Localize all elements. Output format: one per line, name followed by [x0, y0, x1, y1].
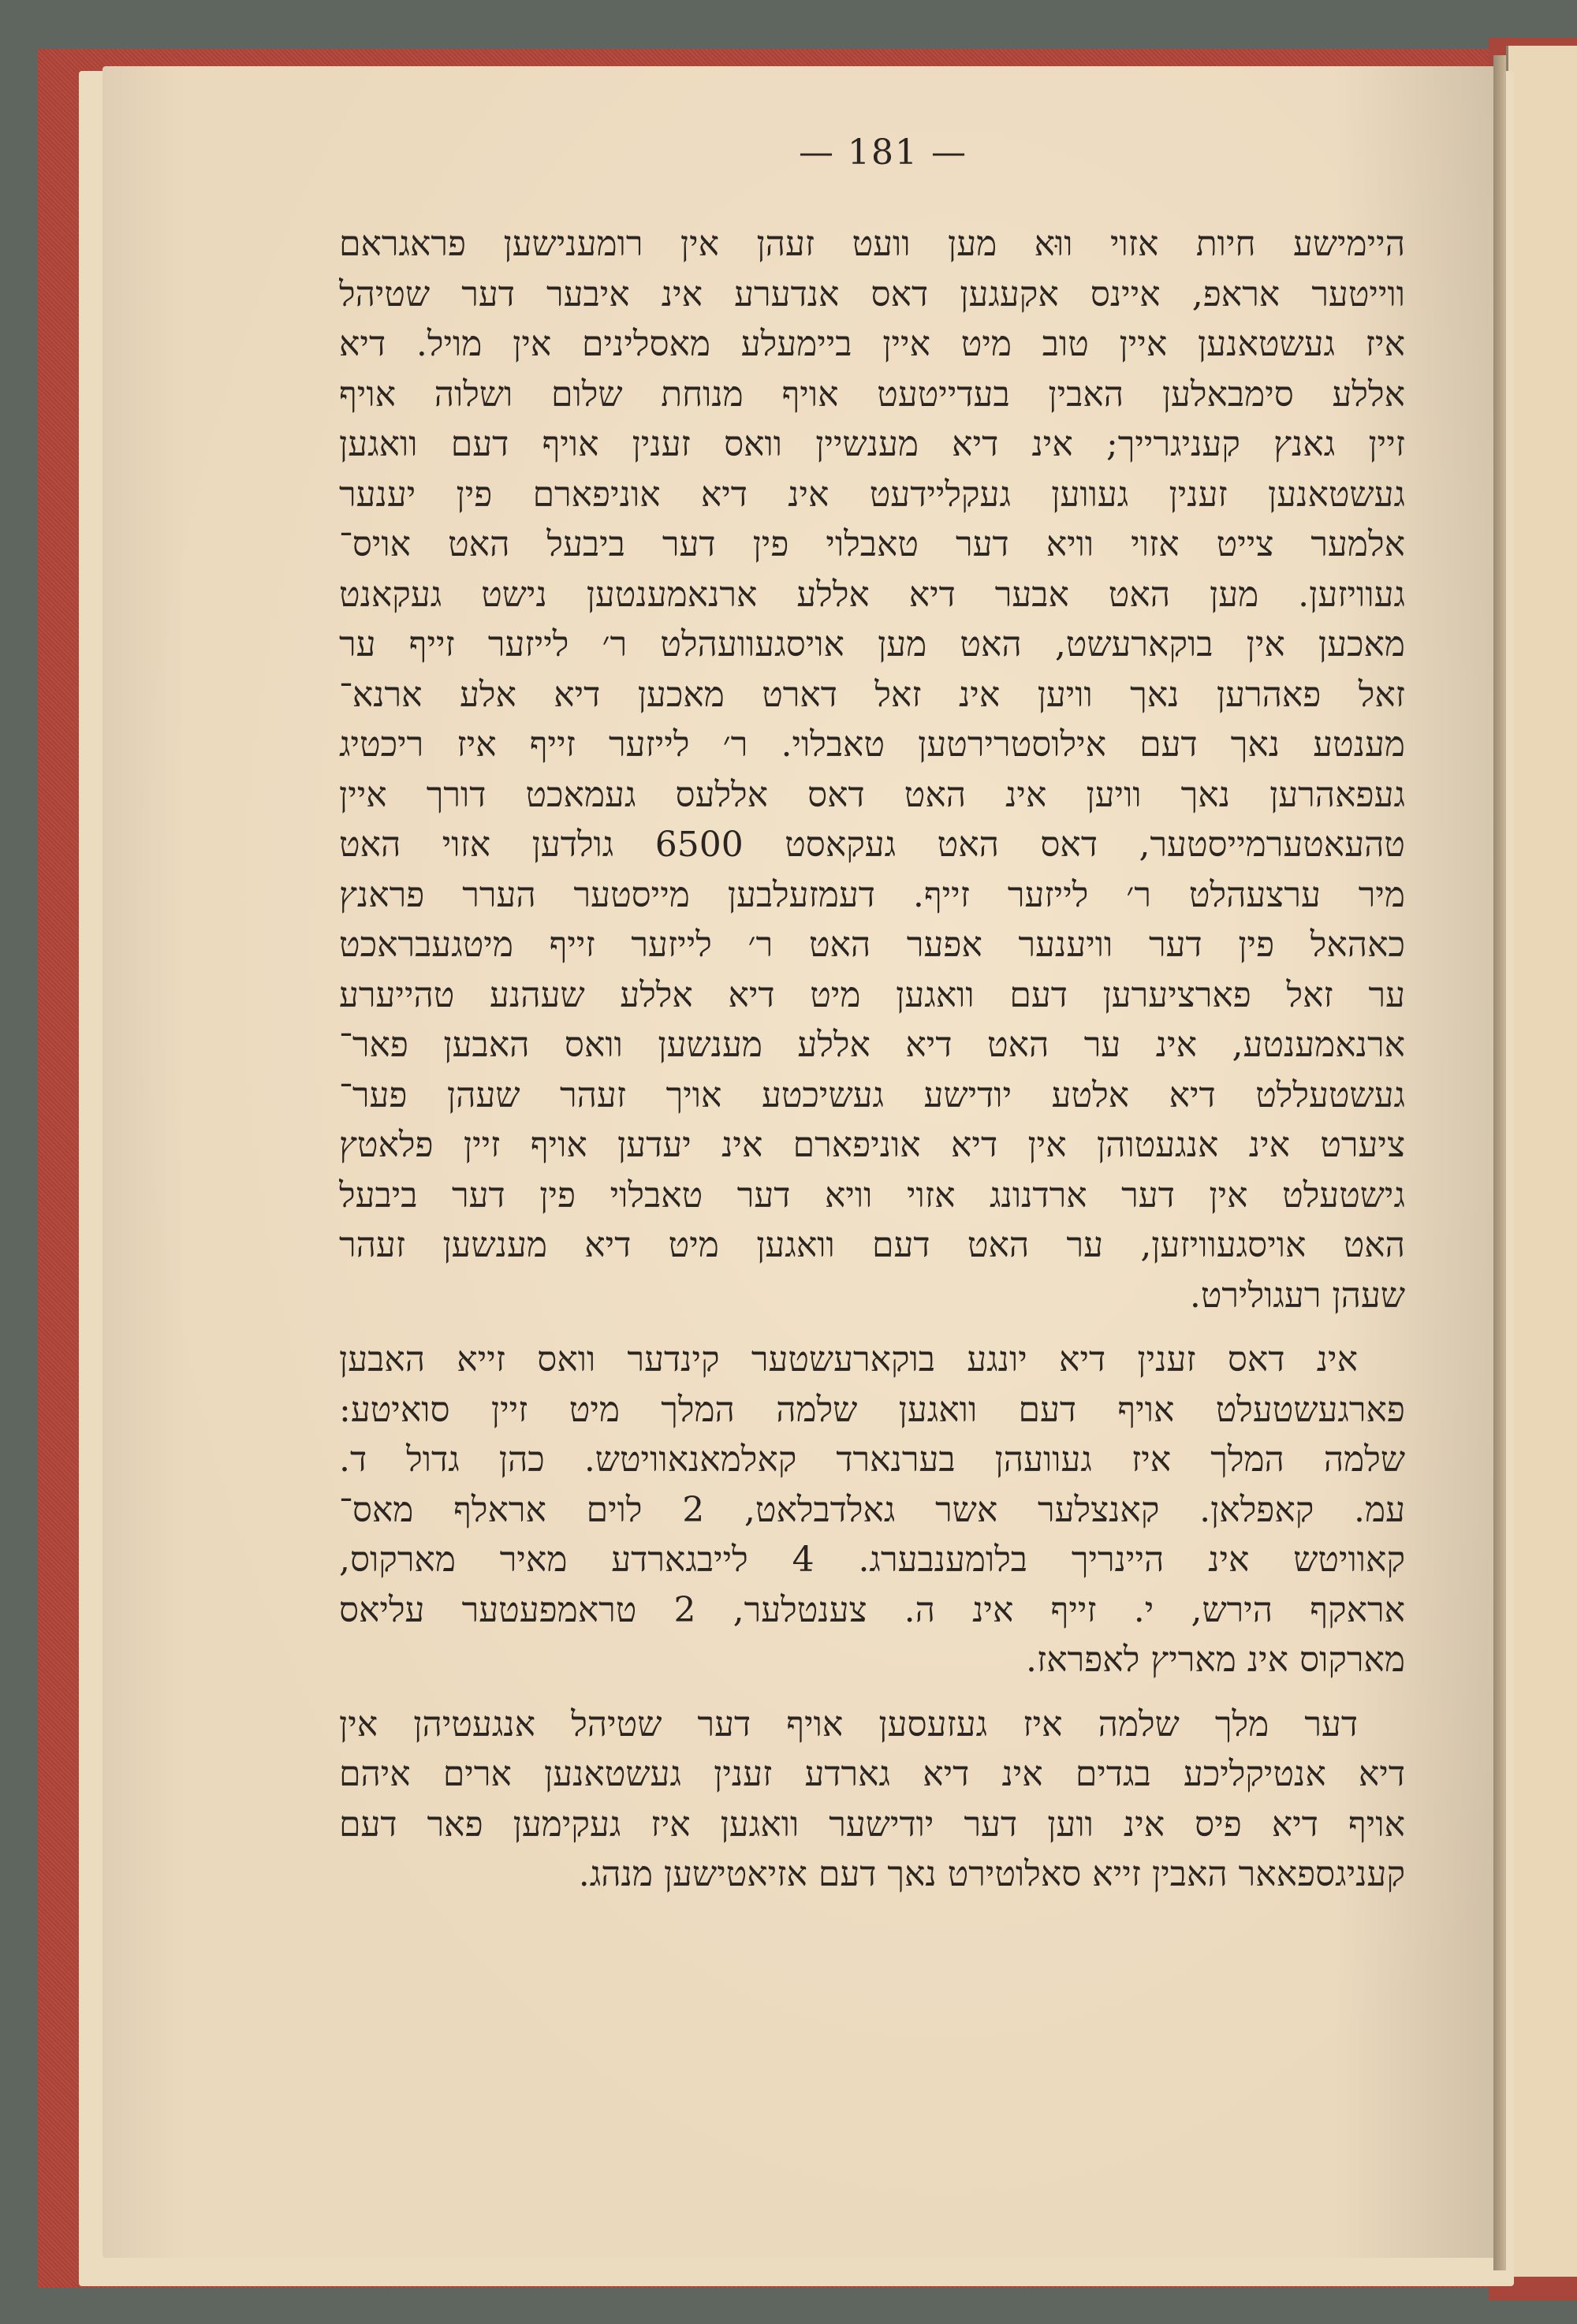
text-line: שעהן רעגולירט. [1189, 1275, 1405, 1316]
body-text [339, 219, 1405, 1900]
text-line: איז געשטאנען איין טוב מיט איין ביימעלע מאסלינים אין מויל. דיא [339, 324, 1405, 364]
paragraph-spacer [339, 1685, 1405, 1700]
text-line: היימישע חיות אזוי ווּא מען וועט זעהן אין רומענישען פראגראם [339, 224, 1405, 264]
text-line: קעניגספאאר האבין זייא סאלוטירט נאך דעם אזיאטישען מנהג. [578, 1854, 1405, 1894]
text-line: שלמה המלך איז געוועהן בערנארד קאלמאנאוויטש. כהן גדול ד. [339, 1439, 1405, 1480]
next-page-edge [1506, 46, 1577, 2277]
paragraph-spacer [339, 1320, 1405, 1335]
text-line: מיר ערצעהלט ר׳ לייזער זייף. דעמזעלבען מייסטער הערר פראנץ [339, 874, 1405, 915]
text-line: געשטעללט דיא אלטע יודישע געשיכטע אויך זעהר שעהן פער־ [339, 1074, 1405, 1115]
text-line: זאל פאהרען נאך וויען אינ זאל דארט מאכען דיא אלע ארנא־ [339, 674, 1405, 715]
text-line: האט אויסגעוויזען, ער האט דעם וואגען מיט דיא מענשען זעהר [339, 1225, 1405, 1265]
text-line: מארקוס אינ מאריץ לאפראז. [1025, 1640, 1405, 1680]
text-line: אראקף הירש, י. זייף אינ ה. צענטלער, 2 טראמפעטער עליאס [339, 1589, 1405, 1630]
book-gutter [1493, 55, 1506, 2270]
text-line: ציערט אינ אנגעטוהן אין דיא אוניפארם אינ יעדען אויף זיין פלאטץ [339, 1125, 1405, 1165]
text-line: אינ דאס זענין דיא יונגע בוקארעשטער קינדער וואס זייא האבען [339, 1339, 1358, 1380]
text-line: געוויזען. מען האט אבער דיא אללע ארנאמענטען נישט געקאנט [339, 574, 1405, 615]
text-line: דיא אנטיקליכע בגדים אינ דיא גארדע זענין געשטאנען ארים איהם [339, 1754, 1405, 1794]
text-line: ווייטער אראפ, איינס אקעגען דאס אנדערע אינ איבער דער שטיהל [339, 274, 1405, 315]
text-line: אללע סימבאלען האבין בעדייטעט אויף מנוחת שלום ושלוה אויף [339, 374, 1405, 415]
paragraph [339, 1335, 1405, 1685]
paragraph [339, 1700, 1405, 1900]
text-line: מאכען אין בוקארעשט, האט מען אויסגעוועהלט ר׳ לייזער זייף ער [339, 624, 1405, 665]
text-line: זיין גאנץ קעניגרייך; אינ דיא מענשיין וואס זענין אויף דעם וואגען [339, 424, 1405, 464]
text-line: ער זאל פארציערען דעם וואגען מיט דיא אללע שעהנע טהייערע [339, 974, 1405, 1015]
text-line: אלמער צייט אזוי וויא דער טאבלוי פין דער ביבעל האט אויס־ [339, 524, 1405, 564]
paragraph [339, 219, 1405, 1320]
text-line: כאהאל פין דער וויענער אפער האט ר׳ לייזער זייף מיטגעבראכט [339, 925, 1405, 965]
text-line: מענטע נאך דעם אילוסטרירטען טאבלוי. ר׳ לייזער זייף איז ריכטיג [339, 724, 1405, 765]
text-line: פארגעשטעלט אויף דעם וואגען שלמה המלך מיט זיין סואיטע: [339, 1389, 1405, 1430]
text-line: עמ. קאפלאן. קאנצלער אשר גאלדבלאט, 2 לוים אראלף מאס־ [339, 1489, 1405, 1530]
text-line: גישטעלט אין דער ארדנונג אזוי וויא דער טאבלוי פין דער ביבעל [339, 1175, 1405, 1216]
page-number: — 181 — [799, 132, 967, 173]
text-line: קאוויטש אינ היינריך בלומענבערג. 4 לייבגארדע מאיר מארקוס, [339, 1540, 1405, 1580]
text-line: געשטאנען זענין געווען געקליידעט אינ דיא אוניפארם פין יענער [339, 474, 1405, 515]
text-line: אויף דיא פיס אינ ווען דער יודישער וואגען איז געקימען פאר דעם [339, 1804, 1405, 1845]
text-line: ארנאמענטע, אינ ער האט דיא אללע מענשען וואס האבען פאר־ [339, 1025, 1405, 1065]
text-line: געפאהרען נאך וויען אינ האט דאס אללעס געמאכט דורך איין [339, 774, 1405, 815]
text-line: טהעאטערמייסטער, דאס האט געקאסט 6500 גולדען אזוי האט [339, 825, 1405, 865]
text-line: דער מלך שלמה איז געזעסען אויף דער שטיהל אנגעטיהן אין [339, 1704, 1358, 1745]
